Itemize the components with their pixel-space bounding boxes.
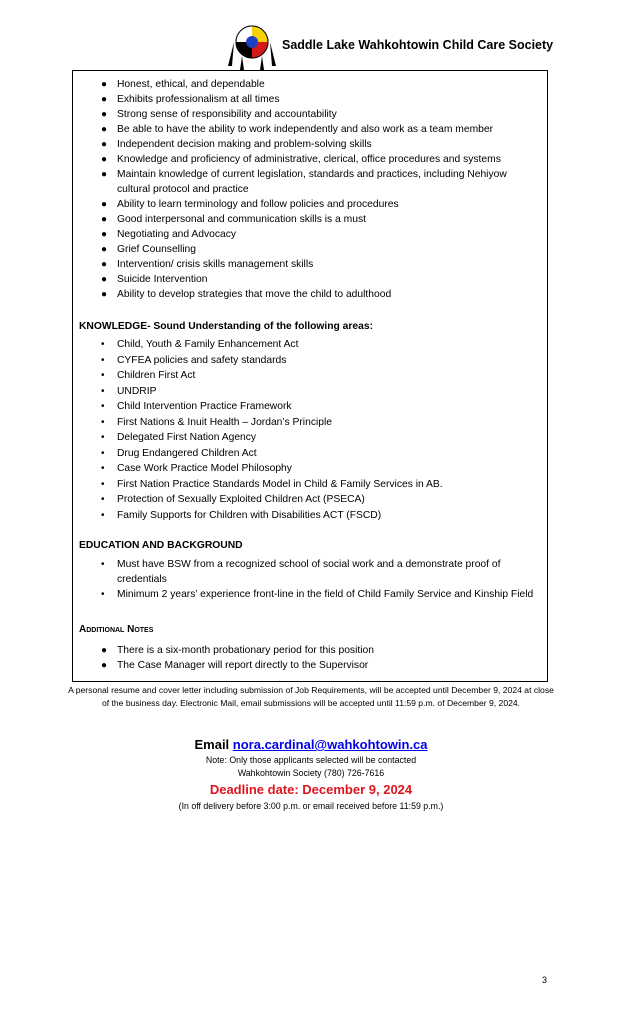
list-item: ● Intervention/ crisis skills management skills [101,259,314,270]
organization-name: Saddle Lake Wahkohtowin Child Care Society [282,38,554,52]
page-number: 3 [542,975,548,985]
list-item: ● Good interpersonal and communication skills is a must [101,214,366,225]
list-item: • Minimum 2 years’ experience front-line in the field of Child Family Service and Kinship Field [101,589,534,600]
list-item: • Drug Endangered Children Act [101,447,257,459]
list-item: ● Ability to learn terminology and follow policies and procedures [101,199,399,210]
list-item: ● Negotiating and Advocacy [101,229,237,240]
list-item: • Child, Youth & Family Enhancement Act [101,339,299,350]
additional-notes-list [73,643,549,673]
knowledge-heading: KNOWLEDGE- Sound Understanding of the following areas: [79,321,374,332]
email-link[interactable]: nora.cardinal@wahkohtowin.ca [232,737,428,752]
list-item: • Protection of Sexually Exploited Children Act (PSECA) [101,494,365,505]
list-item: • First Nations & Inuit Health – Jordan’s Principle [101,416,332,428]
list-item: • First Nation Practice Standards Model in Child & Family Services in AB. [101,478,443,490]
page-header [0,22,622,70]
list-item: ● Grief Counselling [101,244,196,255]
knowledge-list [73,337,549,523]
email-label: Email [194,737,230,752]
list-item: • Children First Act [101,370,196,381]
selection-note: Note: Only those applicants selected will be contacted [205,755,417,765]
list-item: • CYFEA policies and safety standards [101,354,287,366]
list-item: • Child Intervention Practice Framework [101,401,292,412]
list-item: ● There is a six-month probationary period for this position [101,645,374,656]
phone-line: Wahkohtowin Society (780) 726-7616 [237,768,385,778]
education-list [73,557,549,602]
additional-notes-heading: Additional Notes [79,624,154,635]
list-item: ● Ability to develop strategies that move the child to adulthood [101,289,392,300]
list-item: ● The Case Manager will report directly to the Supervisor [101,660,369,671]
job-details-box [72,70,548,682]
list-item: • Delegated First Nation Agency [101,432,257,443]
education-heading: EDUCATION AND BACKGROUND [79,540,243,551]
list-item: ● Suicide Intervention [101,274,208,285]
list-item: • Must have BSW from a recognized school of social work and a demonstrate proof of credentials [101,559,501,585]
list-item: ● Be able to have the ability to work independently and also work as a team member [101,124,494,135]
list-item: • Case Work Practice Model Philosophy [101,463,292,474]
list-item: ● Knowledge and proficiency of administrative, clerical, office procedures and systems [101,154,501,165]
delivery-note: (In off delivery before 3:00 p.m. or email received before 11:59 p.m.) [178,801,444,811]
list-item: ● Honest, ethical, and dependable [101,79,265,90]
list-item: ● Maintain knowledge of current legislation, standards and practices, including Nehiyow cultural protocol and practice [101,169,507,195]
list-item: ● Exhibits professionalism at all times [101,94,280,105]
list-item: • Family Supports for Children with Disabilities ACT (FSCD) [101,509,382,521]
list-item: ● Strong sense of responsibility and accountability [101,109,337,120]
list-item: • UNDRIP [101,385,157,397]
list-item: ● Independent decision making and problem-solving skills [101,139,372,150]
medicine-wheel-logo [226,22,278,70]
deadline-date: Deadline date: December 9, 2024 [209,782,413,797]
email-line [0,737,622,752]
submission-footnote: A personal resume and cover letter including submission of Job Requirements, will be accepted until December 9, 2024 at close of the business day. Electronic Mail, email submissions will be accepted until 11:59 p.m. of December 9, 2024. [68,685,554,708]
skills-list [73,77,549,302]
